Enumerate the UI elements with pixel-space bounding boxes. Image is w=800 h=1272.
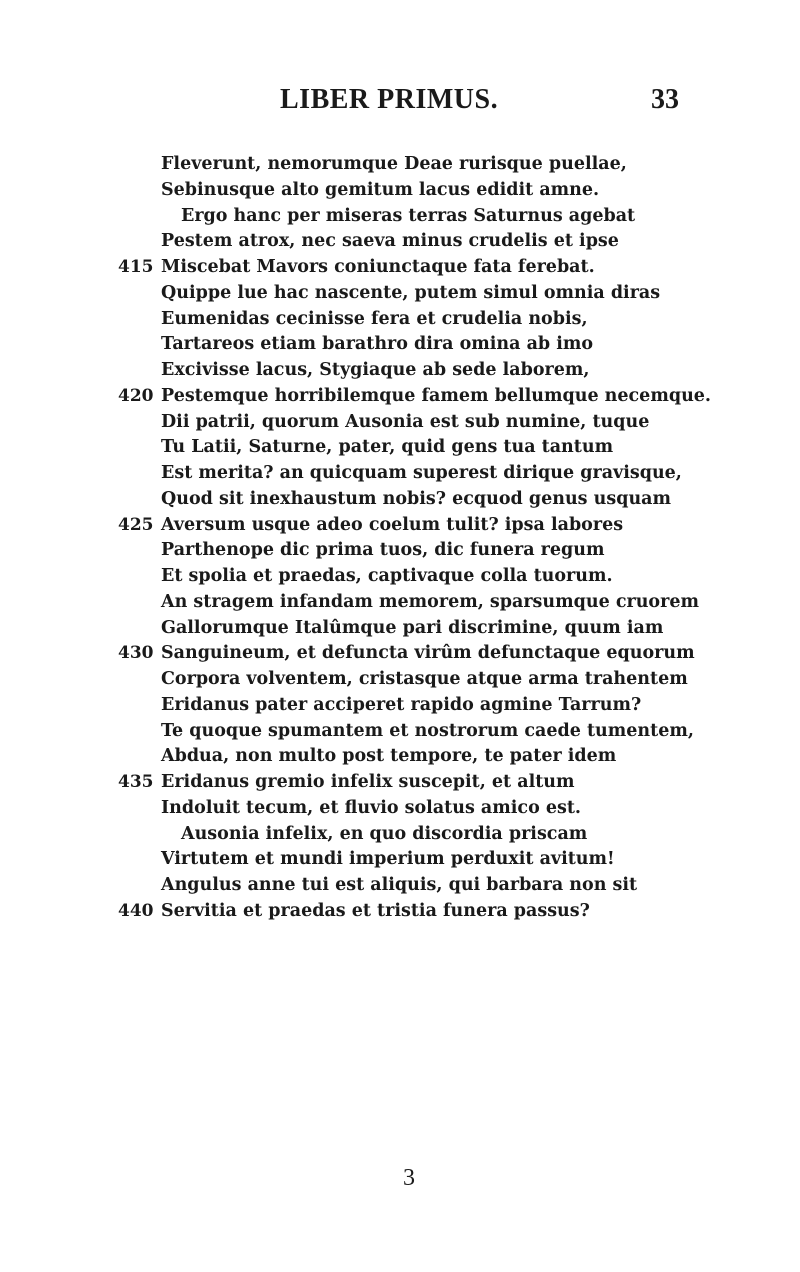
verse-text: An stragem infandam memorem, sparsumque cruorem xyxy=(161,591,699,612)
verse-text: Dii patrii, quorum Ausonia est sub numine, tuque xyxy=(161,411,650,432)
verse-line xyxy=(0,358,800,384)
verse-text: Indoluit tecum, et fluvio solatus amico est. xyxy=(161,797,581,818)
verse-line xyxy=(0,307,800,333)
verse-line xyxy=(0,641,800,667)
verse-text: Te quoque spumantem et nostrorum caede tumentem, xyxy=(161,720,694,741)
line-number: 415 xyxy=(118,257,154,277)
verse-line xyxy=(0,667,800,693)
verse-line xyxy=(0,616,800,642)
verse-line xyxy=(0,899,800,925)
verse-text: Excivisse lacus, Stygiaque ab sede laborem, xyxy=(161,360,590,380)
verse-line xyxy=(0,204,800,230)
verse-text: Ausonia infelix, en quo discordia priscam xyxy=(181,823,588,844)
verse-line xyxy=(0,255,800,281)
verse-text: Sebinusque alto gemitum lacus edidit amne. xyxy=(161,179,600,200)
verse-text: Parthenope dic prima tuos, dic funera regum xyxy=(161,540,605,561)
verse-line xyxy=(0,332,800,358)
verse-text: Est merita? an quicquam superest dirique gravisque, xyxy=(161,463,682,483)
verse-text: Gallorumque Italûmque pari discrimine, quum iam xyxy=(161,617,664,638)
signature-mark: 3 xyxy=(403,1165,415,1191)
page-header xyxy=(0,84,800,124)
verse-line xyxy=(0,693,800,719)
verse-text: Angulus anne tui est aliquis, qui barbara non sit xyxy=(161,875,638,895)
verse-text: Pestem atrox, nec saeva minus crudelis et ipse xyxy=(161,231,619,252)
line-number: 440 xyxy=(118,900,154,921)
verse-text: Quod sit inexhaustum nobis? ecquod genus usquam xyxy=(161,488,672,509)
verse-text: Virtutem et mundi imperium perduxit avitum! xyxy=(161,849,615,870)
verse-text: Eumenidas cecinisse fera et crudelia nobis, xyxy=(161,308,588,329)
verse-line xyxy=(0,590,800,616)
poem-text xyxy=(0,152,800,925)
verse-text: Tartareos etiam barathro dira omina ab imo xyxy=(161,334,594,355)
verse-line xyxy=(0,847,800,873)
verse-line xyxy=(0,487,800,513)
verse-line xyxy=(0,796,800,822)
verse-text: Eridanus pater acciperet rapido agmine Tarrum? xyxy=(161,694,642,715)
line-number: 420 xyxy=(118,385,154,406)
verse-line xyxy=(0,873,800,899)
verse-line xyxy=(0,229,800,255)
verse-text: Aversum usque adeo coelum tulit? ipsa labores xyxy=(161,514,624,535)
verse-line xyxy=(0,178,800,204)
line-number: 430 xyxy=(118,643,154,664)
verse-line xyxy=(0,538,800,564)
verse-text: Abdua, non multo post tempore, te pater idem xyxy=(161,746,617,767)
verse-line xyxy=(0,281,800,307)
line-number: 425 xyxy=(118,514,154,535)
verse-text: Ergo hanc per miseras terras Saturnus agebat xyxy=(181,205,636,226)
verse-text: Tu Latii, Saturne, pater, quid gens tua tantum xyxy=(161,437,614,458)
verse-text: Fleverunt, nemorumque Deae rurisque puellae, xyxy=(161,154,627,174)
verse-line xyxy=(0,564,800,590)
running-title: LIBER PRIMUS. xyxy=(280,84,499,115)
verse-line xyxy=(0,152,800,178)
page-number: 33 xyxy=(651,84,679,115)
verse-text: Pestemque horribilemque famem bellumque necemque. xyxy=(161,385,712,406)
verse-line xyxy=(0,744,800,770)
verse-text: Servitia et praedas et tristia funera passus? xyxy=(161,900,590,921)
verse-text: Et spolia et praedas, captivaque colla tuorum. xyxy=(161,566,613,586)
verse-line xyxy=(0,461,800,487)
verse-line xyxy=(0,513,800,539)
verse-line xyxy=(0,822,800,848)
verse-line xyxy=(0,719,800,745)
verse-text: Miscebat Mavors coniunctaque fata ferebat. xyxy=(161,257,595,277)
verse-text: Sanguineum, et defuncta virûm defunctaque equorum xyxy=(161,643,695,664)
line-number: 435 xyxy=(118,772,154,792)
verse-line xyxy=(0,770,800,796)
verse-text: Quippe lue hac nascente, putem simul omnia diras xyxy=(161,282,661,303)
verse-text: Eridanus gremio infelix suscepit, et altum xyxy=(161,772,575,792)
verse-line xyxy=(0,410,800,436)
verse-line xyxy=(0,435,800,461)
verse-text: Corpora volventem, cristasque atque arma trahentem xyxy=(161,669,688,689)
verse-line xyxy=(0,384,800,410)
